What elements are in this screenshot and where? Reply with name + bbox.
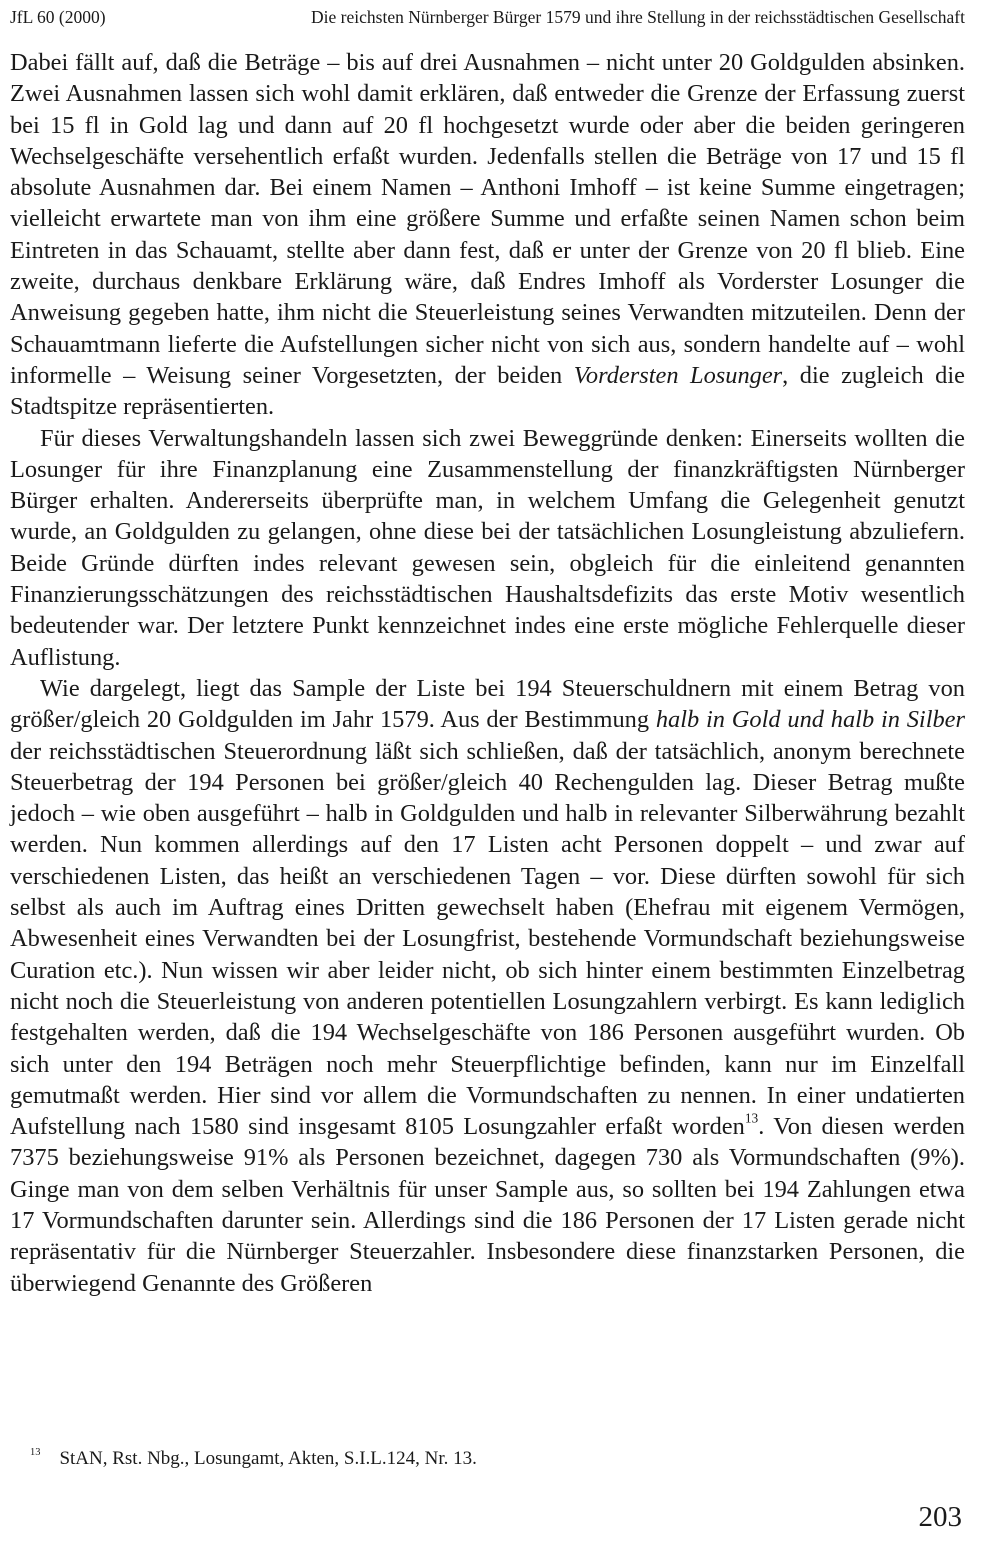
body-text xyxy=(10,47,965,1299)
body-paragraph xyxy=(10,47,965,423)
text-run: der reichsstädtischen Steuerordnung läßt sich schließen, daß der tatsächlich, anonym berechnete Steuerbetrag der 194 Personen bei größer/gleich 40 Rechengulden lag. Dieser Betrag mußte jedoch – wie oben ausgeführt – halb in Goldgulden und halb in relevanter Silberwährung bezahlt werden. Nun kommen allerdings auf den 17 Listen acht Personen doppelt – und zwar auf verschiedenen Listen, das heißt an verschiedenen Tagen – vor. Diese dürften sowohl für sich selbst als auch im Auftrag eines Dritten gewechselt haben (Ehefrau mit eigenem Vermögen, Abwesenheit eines Verwandten bei der Losungfrist, bestehende Vormundschaft beziehungsweise Curation etc.). Nun wissen wir aber leider nicht, ob sich hinter einem bestimmten Einzelbetrag nicht noch die Steuerleistung von anderen potentiellen Losungzahlern verbirgt. Es kann lediglich festgehalten werden, daß die 194 Wechselgeschäfte von 186 Personen ausgeführt wurden. Ob sich unter den 194 Beträgen noch mehr Steuerpflichtige befinden, kann nur im Einzelfall gemutmaßt werden. Hier sind vor allem die Vormundschaften zu nennen. In einer undatierten Aufstellung nach 1580 sind insgesamt 8105 Losungzahler erfaßt worden xyxy=(10,737,965,1141)
running-head-title: Die reichsten Nürnberger Bürger 1579 und ihre Stellung in der reichsstädtischen Gesellschaft xyxy=(311,7,965,27)
text-run: Für dieses Verwaltungshandeln lassen sich zwei Beweggründe denken: Einerseits wollten die Losunger für ihre Finanzplanung eine Zusammenstellung der finanzkräftigsten Nürnberger Bürger erhalten. Andererseits überprüfte man, in welchem Umfang die Gelegenheit genutzt wurde, an Goldgulden zu gelangen, ohne diese bei der tatsächlichen Losungleistung abzuliefern. Beide Gründe dürften indes relevant gewesen sein, obgleich für die einleitend genannten Finanzierungsschätzungen des reichsstädtischen Haushaltsdefizits das erste Motiv wesentlich bedeutender war. Der letztere Punkt kennzeichnet indes eine erste mögliche Fehlerquelle dieser Auflistung. xyxy=(10,424,965,671)
footnote xyxy=(30,1446,930,1472)
text-run: . Von diesen werden 7375 beziehungsweise 91% als Personen bezeichnet, dagegen 730 als Vormundschaften (9%). Ginge man von dem selben Verhältnis für unser Sample aus, so sollten bei 194 Zahlungen etwa 17 Vormundschaften darunter sein. Allerdings sind die 186 Personen der 17 Listen gerade nicht repräsentativ für die Nürnberger Steuerzahler. Insbesondere diese finanzstarken Personen, die überwiegend Genannte des Größeren xyxy=(10,1113,965,1297)
italic-phrase: halb in Gold und halb in Silber xyxy=(655,706,965,734)
body-paragraph xyxy=(10,423,965,673)
text-run: , die zugleich die Stadtspitze repräsentierten. xyxy=(10,361,965,421)
running-head xyxy=(10,6,965,28)
footnote-text: StAN, Rst. Nbg., Losungamt, Akten, S.I.L.124, Nr. 13. xyxy=(59,1448,477,1469)
text-run: Wie dargelegt, liegt das Sample der Liste bei 194 Steuerschuldnern mit einem Betrag von größer/gleich 20 Goldgulden im Jahr 1579. Aus der Bestimmung xyxy=(10,674,965,734)
footnote-reference: 13 xyxy=(744,1110,759,1126)
italic-phrase: Vordersten Losunger xyxy=(573,361,783,389)
footnote-number: 13 xyxy=(30,1447,41,1459)
footnote-spacer xyxy=(45,1448,55,1469)
text-run: Dabei fällt auf, daß die Beträge – bis auf drei Ausnahmen – nicht unter 20 Goldgulden absinken. Zwei Ausnahmen lassen sich wohl damit erklären, daß entweder die Grenze der Erfassung zuerst bei 15 fl in Gold lag und dann auf 20 fl hochgesetzt wurde oder aber die beiden geringeren Wechselgeschäfte versehentlich erfaßt wurden. Jedenfalls stellen die Beträge von 17 und 15 fl absolute Ausnahmen dar. Bei einem Namen – Anthoni Imhoff – ist keine Summe eingetragen; vielleicht erwartete man von ihm eine größere Summe und erfaßte seinen Namen schon beim Eintreten in das Schauamt, stellte aber dann fest, daß er unter der Grenze von 20 fl blieb. Eine zweite, durchaus denkbare Erklärung wäre, daß Endres Imhoff als Vorderster Losunger die Anweisung gegeben hatte, ihm nicht die Steuerleistung seines Verwandten mitzuteilen. Denn der Schauamtmann lieferte die Aufstellungen sicher nicht von sich aus, sondern handelte auf – wohl informelle – Weisung seiner Vorgesetzten, der beiden xyxy=(10,49,965,389)
page-number: 203 xyxy=(918,1501,962,1533)
running-head-journal: JfL 60 (2000) xyxy=(10,7,106,27)
body-paragraph xyxy=(10,673,965,1299)
